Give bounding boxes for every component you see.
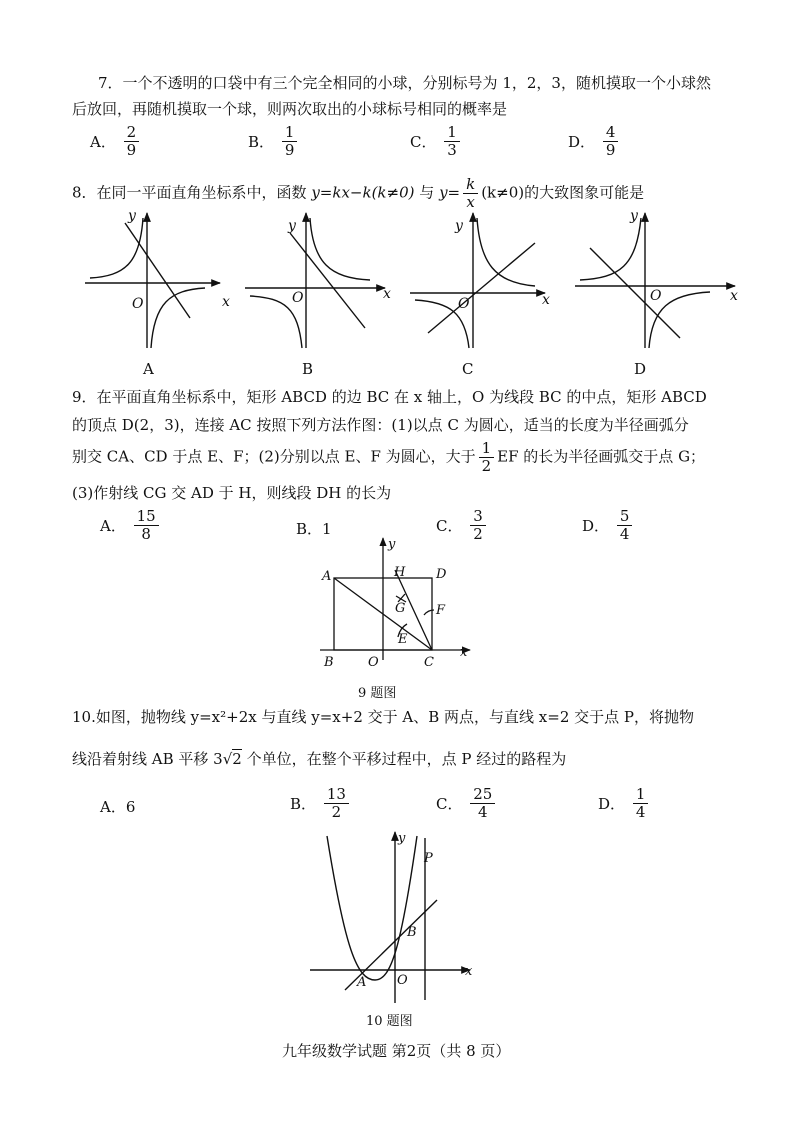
fraction (444, 124, 460, 159)
numerator: 3 (470, 508, 486, 526)
fraction (603, 124, 619, 159)
origin-label: O (458, 296, 470, 312)
origin-label: O (650, 288, 662, 304)
fraction (470, 786, 495, 821)
option-value: 6 (125, 798, 136, 816)
q10-figure (305, 828, 480, 1008)
option-label: D． (598, 795, 626, 813)
q8-func2-left: y= (439, 183, 461, 202)
q10-line1: 10.如图，抛物线 y=x²+2x 与直线 y=x+2 交于 A、B 两点，与直线 x=2 交于点 P，将抛物 (72, 708, 694, 726)
graph-a (85, 213, 220, 348)
denominator: 2 (481, 457, 492, 475)
graph-label-b: B (302, 360, 314, 378)
q8-mid: 与 (419, 183, 435, 202)
fraction (124, 124, 140, 159)
q8-graphs (80, 208, 740, 358)
point-f: F (436, 603, 446, 618)
q9-line3-b: EF 的长为半径画弧交于点 G； (497, 447, 706, 466)
option-label: A． (90, 133, 116, 151)
denominator: 4 (619, 525, 630, 543)
numerator: 1 (633, 786, 649, 804)
denominator: 2 (331, 803, 342, 821)
point-h: H (394, 565, 406, 580)
q9-line4: (3)作射线 CG 交 AD 于 H，则线段 DH 的长为 (72, 484, 392, 502)
axis-x-label: x (222, 294, 230, 310)
origin-label: O (292, 290, 304, 306)
option-value: 1 (322, 520, 332, 538)
q8-func1: y=kx−k(k≠0) (311, 183, 415, 202)
parabola (327, 836, 417, 980)
sqrt-radicand: 2 (232, 750, 242, 768)
denominator: 4 (478, 803, 488, 821)
denominator: 9 (284, 141, 295, 159)
denominator: x (466, 193, 475, 211)
axis-y-label: y (388, 537, 396, 552)
q10-line2 (72, 748, 566, 769)
option-label: C． (410, 133, 437, 151)
fraction (463, 176, 478, 211)
q10-option-d (598, 786, 651, 821)
q10-option-a (100, 796, 135, 817)
denominator: 9 (605, 141, 616, 159)
denominator: 9 (126, 141, 137, 159)
q9-line3 (72, 440, 705, 475)
origin-label: O (132, 296, 144, 312)
option-label: B． (248, 133, 275, 151)
denominator: 4 (635, 803, 646, 821)
option-label: C． (436, 795, 463, 813)
q9-line2: 的顶点 D(2，3)，连接 AC 按照下列方法作图：(1)以点 C 为圆心，适当的长度为半径画弧分 (72, 416, 689, 434)
denominator: 2 (473, 525, 483, 543)
numerator: 25 (470, 786, 495, 804)
q9-figure (310, 530, 480, 675)
q9-option-a (100, 508, 162, 543)
q9-option-d (582, 508, 635, 543)
graph-b (245, 213, 385, 348)
point-b: B (324, 655, 334, 670)
point-c: C (424, 655, 434, 670)
graph-label-d: D (634, 360, 647, 378)
axis-x-label: x (383, 286, 391, 302)
q9-line1: 9．在平面直角坐标系中，矩形 ABCD 的边 BC 在 x 轴上，O 为线段 BC 的中点，矩形 ABCD (72, 388, 707, 406)
option-label: D． (568, 133, 596, 151)
axis-y-label: y (455, 218, 463, 234)
numerator: 13 (324, 786, 349, 804)
point-p: P (424, 851, 433, 866)
graph-c (410, 213, 545, 348)
graph-d (575, 213, 735, 348)
numerator: 1 (479, 440, 495, 458)
axis-y-label: y (288, 218, 296, 234)
q10-caption: 10 题图 (366, 1014, 413, 1029)
page-footer: 九年级数学试题 第2页（共 8 页） (282, 1042, 511, 1060)
q8-stem (72, 176, 644, 211)
numerator: 1 (444, 124, 460, 142)
axis-x-label: x (465, 964, 473, 979)
point-a: A (322, 569, 332, 584)
numerator: 2 (124, 124, 140, 142)
numerator: 4 (603, 124, 619, 142)
option-label: C． (436, 517, 463, 535)
sqrt-symbol: √ (222, 750, 233, 768)
option-label: B． (290, 795, 317, 813)
fraction (479, 440, 495, 475)
q9-line3-a: 别交 CA、CD 于点 E、F；(2)分别以点 E、F 为圆心，大于 (72, 447, 476, 466)
point-d: D (436, 567, 447, 582)
q9-caption: 9 题图 (358, 686, 397, 701)
q7-option-b (248, 124, 300, 159)
point-b: B (407, 925, 417, 940)
axis-y-label: y (398, 831, 406, 846)
q10-line2-a: 线沿着射线 AB 平移 3 (72, 750, 223, 768)
q7-option-a (90, 124, 142, 159)
point-a: A (357, 975, 367, 990)
option-label: A． (100, 517, 126, 535)
graph-label-a: A (143, 360, 154, 378)
point-o: O (397, 973, 408, 988)
numerator: 5 (617, 508, 633, 526)
axis-y-label: y (630, 208, 638, 224)
denominator: 8 (141, 525, 151, 543)
q7-option-c (410, 124, 463, 159)
graph-label-c: C (462, 360, 474, 378)
point-e: E (398, 632, 408, 647)
q10-line2-b: 个单位，在整个平移过程中，点 P 经过的路程为 (246, 750, 567, 768)
q7-option-d (568, 124, 621, 159)
q10-option-c (436, 786, 498, 821)
q10-option-b (290, 786, 352, 821)
fraction (633, 786, 649, 821)
point-o: O (368, 655, 379, 670)
point-g: G (395, 601, 406, 616)
numerator: 1 (282, 124, 298, 142)
option-label: A． (100, 798, 126, 816)
numerator: 15 (134, 508, 159, 526)
denominator: 3 (447, 141, 457, 159)
q8-suffix: 的大致图象可能是 (524, 183, 645, 202)
q7-line1: 7．一个不透明的口袋中有三个完全相同的小球，分别标号为 1，2，3，随机摸取一个小球然 (98, 74, 711, 92)
axis-x-label: x (460, 645, 468, 660)
fraction (134, 508, 159, 543)
fraction (617, 508, 633, 543)
axis-x-label: x (730, 288, 738, 304)
fraction (282, 124, 298, 159)
option-label: D． (582, 517, 610, 535)
q8-prefix: 8．在同一平面直角坐标系中，函数 (72, 183, 307, 202)
numerator: k (463, 176, 478, 194)
fraction (324, 786, 349, 821)
q7-line2: 后放回，再随机摸取一个球，则两次取出的小球标号相同的概率是 (72, 100, 508, 118)
axis-y-label: y (128, 208, 136, 224)
option-label: B． (296, 520, 323, 538)
axis-x-label: x (542, 292, 550, 308)
q8-func2-right: (k≠0) (481, 183, 525, 202)
